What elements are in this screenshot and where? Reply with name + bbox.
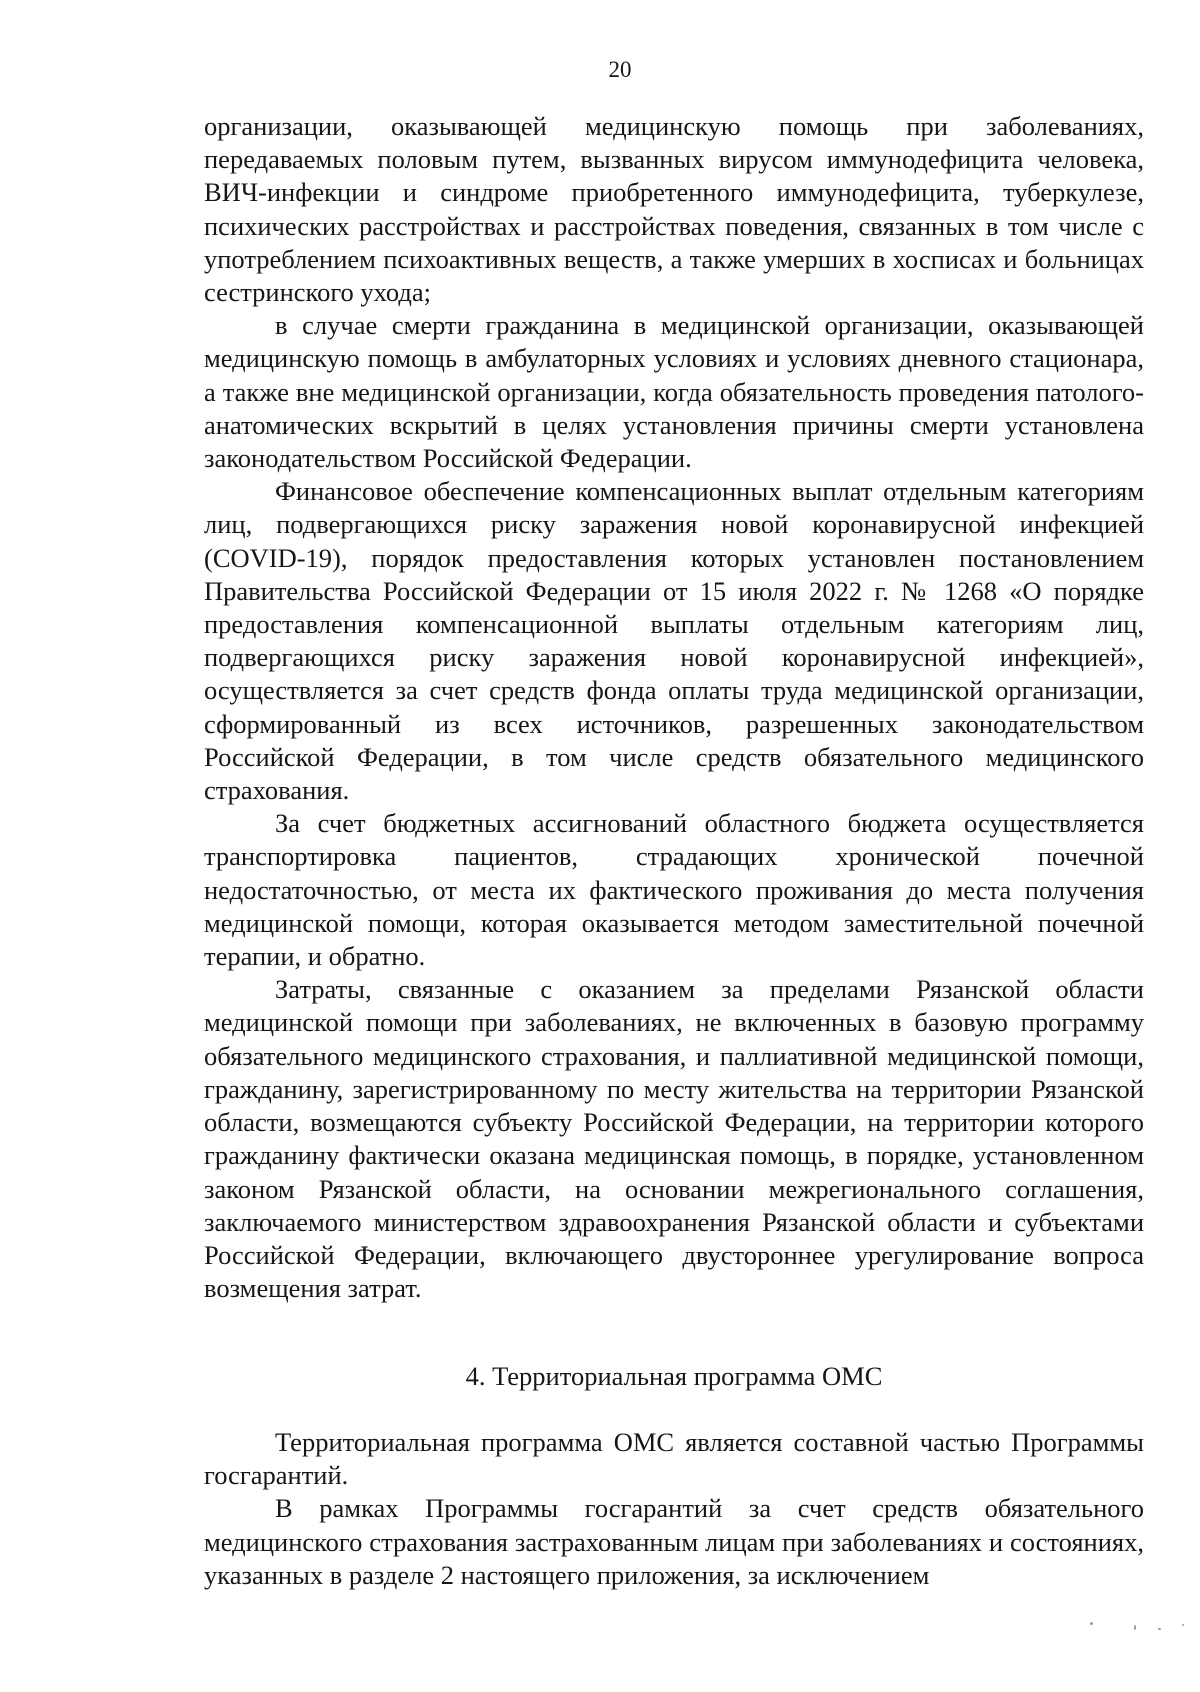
scan-speck (1134, 1625, 1136, 1630)
body-text-top (204, 110, 1144, 1305)
page-number: 20 (608, 57, 632, 82)
paragraph: За счет бюджетных ассигнований областного бюджета осуществляется транспортировка пациентов, страдающих хронической почечной недостаточностью, от места их фактического проживания до места получения медицинской помощи, которая оказывается методом заместительной почечной терапии, и обратно. (204, 808, 1144, 972)
section-heading: 4. Территориальная программа ОМС (465, 1361, 883, 1391)
body-text-bottom (204, 1426, 1144, 1592)
scan-speck (1090, 1622, 1093, 1625)
paragraph: организации, оказывающей медицинскую помощь при заболеваниях, передаваемых половым путем, вызванных вирусом иммунодефицита человека, ВИЧ-инфекции и синдроме приобретенного иммунодефицита, туберкулезе, психических расстройствах и расстройствах поведения, связанных в том числе с употреблением психоактивных веществ, а также умерших в хосписах и больницах сестринского ухода; (204, 111, 1144, 308)
paragraph: Финансовое обеспечение компенсационных выплат отдельным категориям лиц, подвергающихся риску заражения новой коронавирусной инфекцией (COVID-19), порядок предоставления которых установлен постановлением Правительства Российской Федерации от 15 июля 2022 г. № 1268 «О порядке предоставления компенсационной выплаты отдельным категориям лиц, подвергающихся риску заражения новой коронавирусной инфекцией», осуществляется за счет средств фонда оплаты труда медицинской организации, сформированный из всех источников, разрешенных законодательством Российской Федерации, в том числе средств обязательного медицинского страхования. (204, 476, 1144, 806)
paragraph: в случае смерти гражданина в медицинской организации, оказывающей медицинскую помощь в амбулаторных условиях и условиях дневного стационара, а также вне медицинской организации, когда обязательность проведения патолого-анатомических вскрытий в целях установления причины смерти установлена законодательством Российской Федерации. (204, 310, 1144, 474)
paragraph: Территориальная программа ОМС является составной частью Программы госгарантий. (204, 1427, 1144, 1491)
scan-speck (1182, 1624, 1184, 1626)
scan-speck (1158, 1628, 1161, 1630)
paragraph: Затраты, связанные с оказанием за пределами Рязанской области медицинской помощи при заболеваниях, не включенных в базовую программу обязательного медицинского страхования, и паллиативной медицинской помощи, гражданину, зарегистрированному по месту жительства на территории Рязанской области, возмещаются субъекту Российской Федерации, на территории которого гражданину фактически оказана медицинская помощь, в порядке, установленном законом Рязанской области, на основании межрегионального соглашения, заключаемого министерством здравоохранения Рязанской области и субъектами Российской Федерации, включающего двустороннее урегулирование вопроса возмещения затрат. (204, 974, 1144, 1304)
paragraph: В рамках Программы госгарантий за счет средств обязательного медицинского страхования застрахованным лицам при заболеваниях и состояниях, указанных в разделе 2 настоящего приложения, за исключением (204, 1493, 1144, 1590)
